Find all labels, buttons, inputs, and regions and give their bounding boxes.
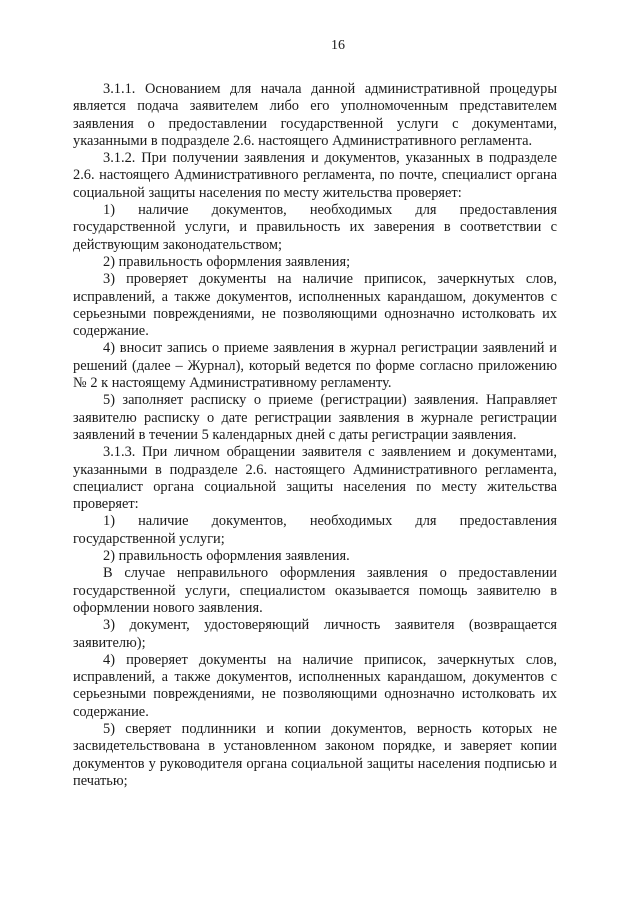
list-item-3-1-2-5: 5) заполняет расписку о приеме (регистрации) заявления. Направляет заявителю расписку о дате регистрации заявления в журнале регистрации заявлений в течении 5 календарных дней с даты регистрации заявления. <box>73 392 557 443</box>
paragraph-3-1-1: 3.1.1. Основанием для начала данной административной процедуры является подача заявителем либо его уполномоченным представителем заявления о предоставлении государственной услуги с документами, указанными в подразделе 2.6. настоящего Административного регламента. <box>73 81 557 149</box>
list-item-3-1-3-1: 1) наличие документов, необходимых для предоставления государственной услуги; <box>73 513 557 547</box>
list-item-3-1-3-2: 2) правильность оформления заявления. <box>103 548 350 565</box>
document-body <box>73 81 557 790</box>
list-item-3-1-2-4: 4) вносит запись о приеме заявления в журнал регистрации заявлений и решений (далее – Журнал), который ведется по форме согласно приложению № 2 к настоящему Административному регламенту. <box>73 340 557 392</box>
paragraph-incorrect-application: В случае неправильного оформления заявления о предоставлении государственной услуги, специалистом оказывается помощь заявителю в оформлении нового заявления. <box>73 565 557 616</box>
paragraph-3-1-3: 3.1.3. При личном обращении заявителя с заявлением и документами, указанными в подразделе 2.6. настоящего Административного регламента, специалист органа социальной защиты населения по месту жительства проверяет: <box>73 444 557 513</box>
list-item-3-1-3-3: 3) документ, удостоверяющий личность заявителя (возвращается заявителю); <box>73 617 557 651</box>
list-item-3-1-2-1: 1) наличие документов, необходимых для предоставления государственной услуги, и правильность их заверения в соответствии с действующим законодательством; <box>73 202 557 253</box>
list-item-3-1-3-4: 4) проверяет документы на наличие приписок, зачеркнутых слов, исправлений, а также документов, исполненных карандашом, документов с серьезными повреждениями, не позволяющими однозначно истолковать их содержание. <box>73 651 557 720</box>
list-item-3-1-2-3: 3) проверяет документы на наличие приписок, зачеркнутых слов, исправлений, а также документов, исполненных карандашом, документов с серьезными повреждениями, не позволяющими однозначно истолковать их содержание. <box>73 271 557 340</box>
list-item-3-1-2-2: 2) правильность оформления заявления; <box>103 253 351 270</box>
paragraph-3-1-2: 3.1.2. При получении заявления и документов, указанных в подразделе 2.6. настоящего Административного регламента, по почте, специалист органа социальной защиты населения по месту жительства проверяет: <box>73 150 557 201</box>
list-item-3-1-3-5: 5) сверяет подлинники и копии документов, верность которых не засвидетельствована в установленном законом порядке, и заверяет копии документов у руководителя органа социальной защиты населения подписью и печатью; <box>73 720 557 789</box>
page-number: 16 <box>331 38 345 53</box>
